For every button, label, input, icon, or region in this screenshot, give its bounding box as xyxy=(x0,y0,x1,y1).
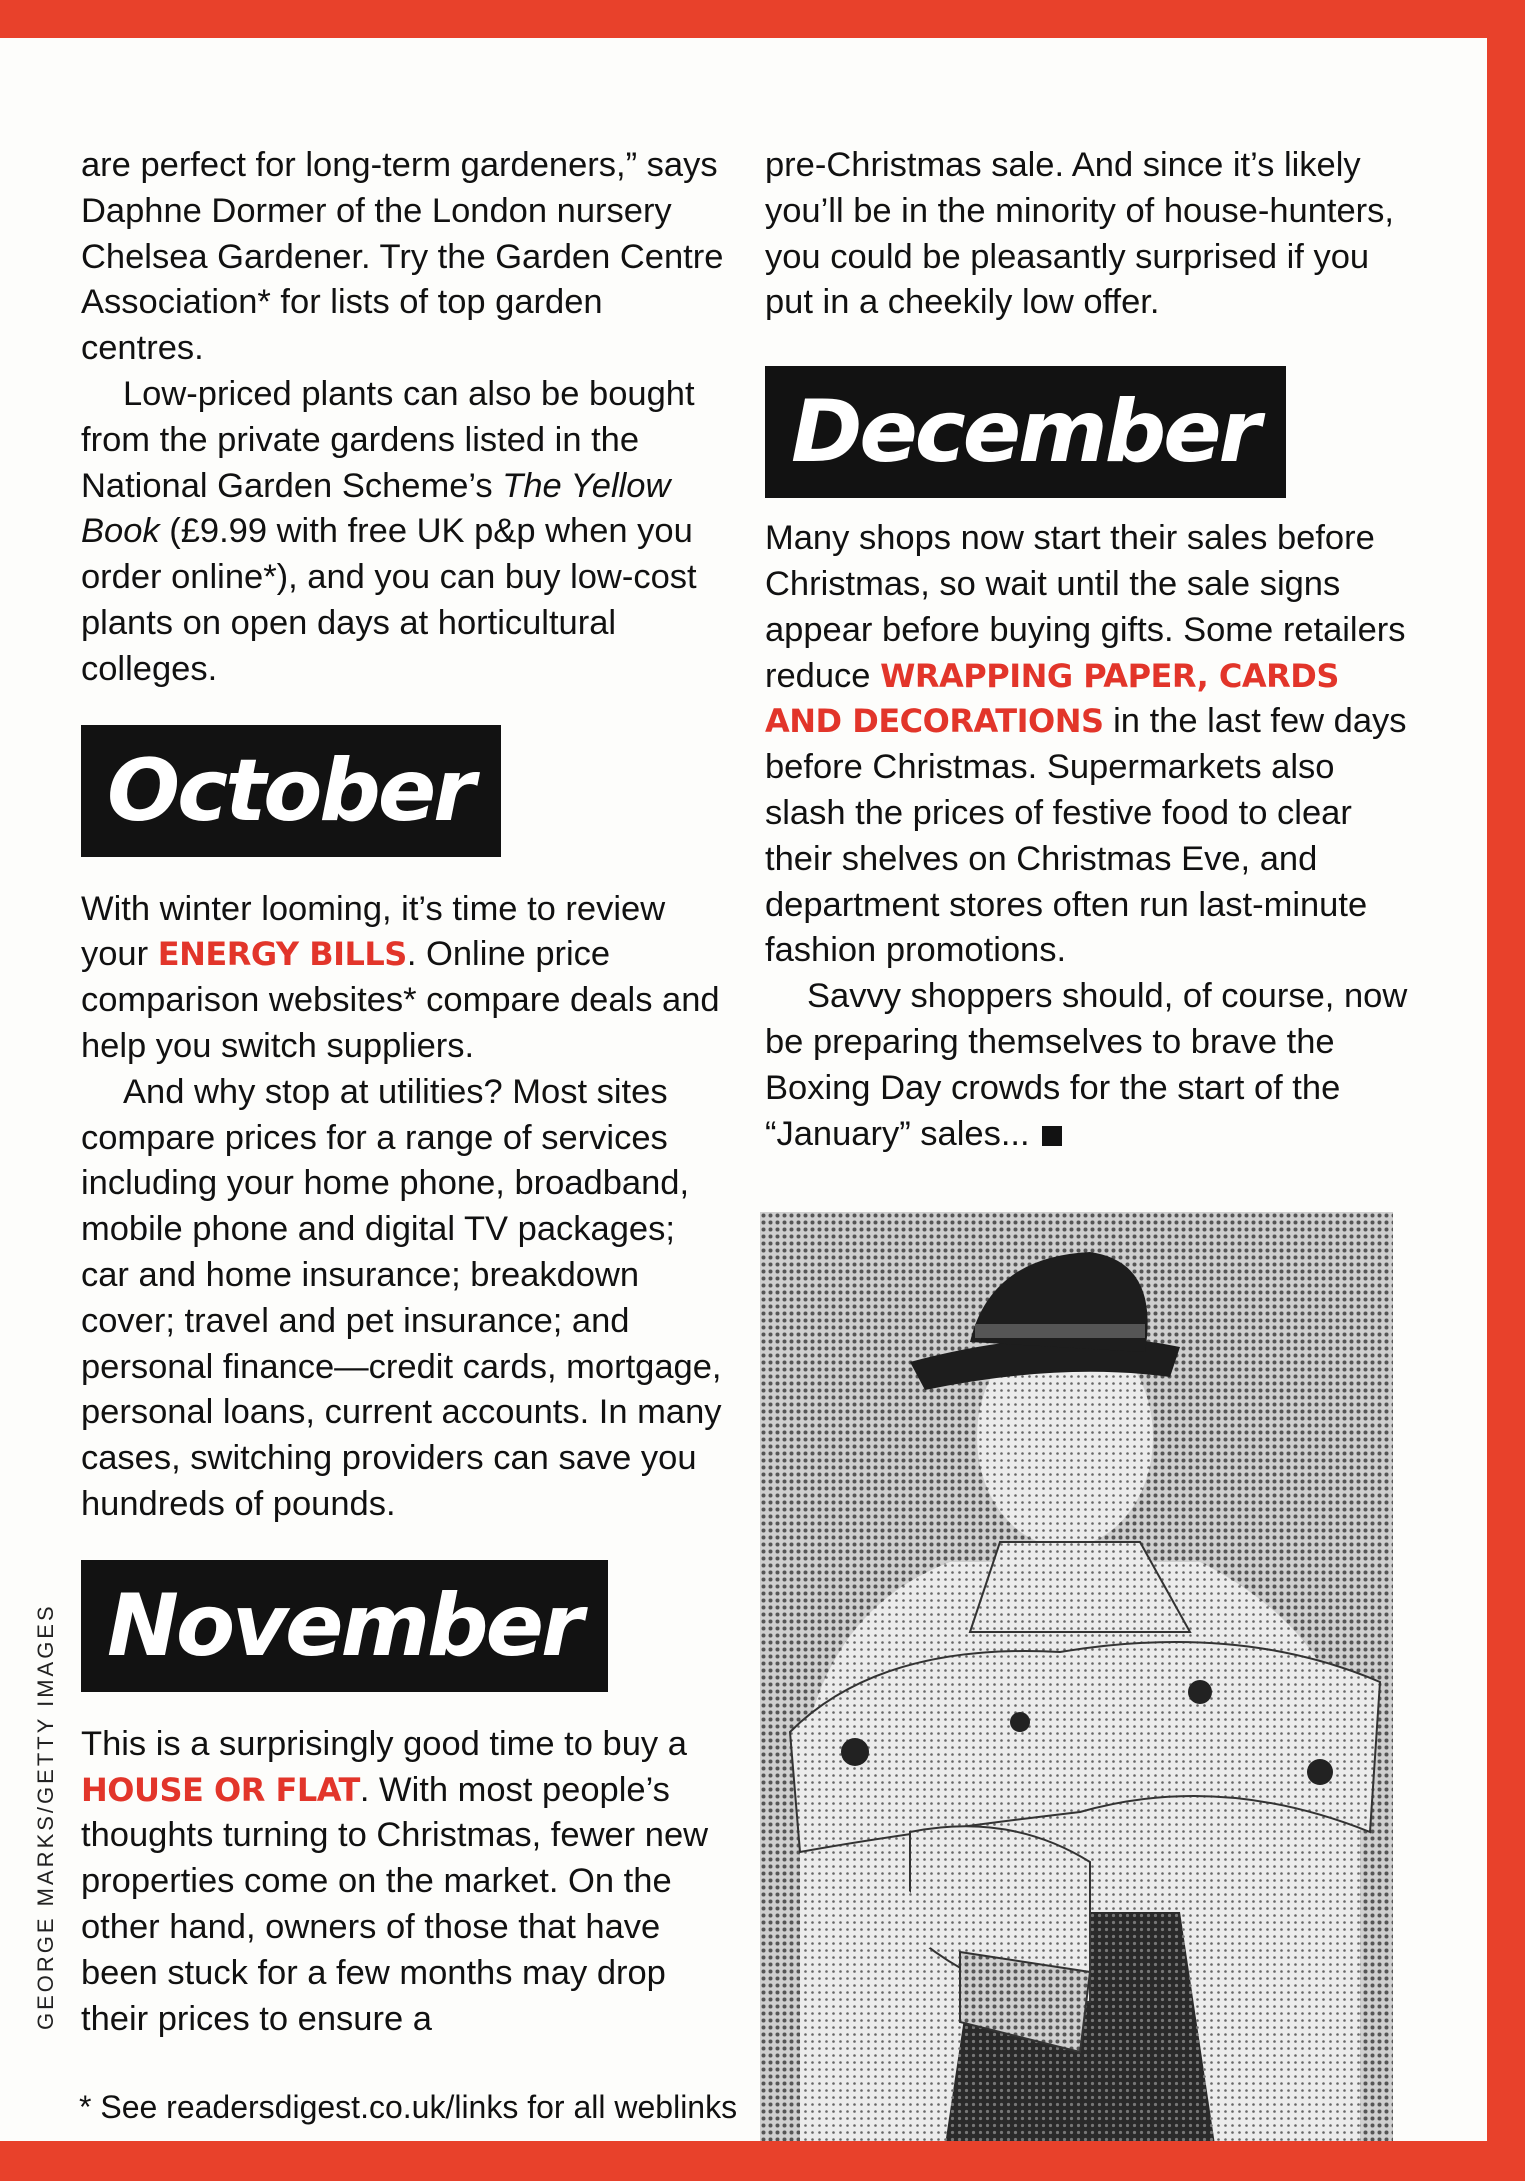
end-mark-icon xyxy=(1042,1126,1062,1146)
section-heading-november: November xyxy=(81,1560,608,1692)
photo-credit: GEORGE MARKS/GETTY IMAGES xyxy=(33,1603,58,2030)
footnote: * See readersdigest.co.uk/links for all weblinks xyxy=(79,2089,738,2125)
text-run: (£9.99 with free UK p&p when you order online*), and you can buy low-cost plants on open days at horticultural colleges. xyxy=(81,512,697,688)
book-title: The Yellow Book xyxy=(81,466,671,551)
text-run: With winter looming, it’s time to review your xyxy=(81,889,666,974)
shopper-photo xyxy=(760,1212,1393,2141)
highlight-house-or-flat: HOUSE OR FLAT xyxy=(81,1770,360,1809)
body-paragraph: are perfect for long-term gardeners,” says Daphne Dormer of the London nursery Chelsea Gardener. Try the Garden Centre Association* for lists of top garden centres. xyxy=(81,146,724,368)
body-paragraph xyxy=(81,1722,731,2043)
body-paragraph xyxy=(81,372,731,693)
body-paragraph xyxy=(765,974,1415,1157)
magazine-page xyxy=(0,38,1487,2141)
text-run: . With most people’s thoughts turning to Christmas, fewer new properties come on the market. On the other hand, owners of those that have been stuck for a few months may drop their prices to ensure a xyxy=(81,1770,709,2038)
right-column xyxy=(765,143,1415,1157)
body-paragraph: And why stop at utilities? Most sites compare prices for a range of services including your home phone, broadband, mobile phone and digital TV packages; car and home insurance; breakdown cover; travel and pet insurance; and personal finance—credit cards, mortgage, personal loans, current accounts. In many cases, switching providers can save you hundreds of pounds. xyxy=(81,1072,722,1523)
text-run: This is a surprisingly good time to buy a xyxy=(81,1724,687,1763)
body-paragraph: pre-Christmas sale. And since it’s likely you’ll be in the minority of house-hunters, you could be pleasantly surprised if you put in a cheekily low offer. xyxy=(765,146,1395,322)
halftone-illustration xyxy=(760,1212,1393,2141)
text-run: in the last few days before Christmas. Supermarkets also slash the prices of festive food to clear their shelves on Christmas Eve, and department stores often run last-minute fashion promotions. xyxy=(765,702,1407,970)
body-paragraph xyxy=(765,516,1415,974)
text-run: . Online price comparison websites* compare deals and help you switch suppliers. xyxy=(81,935,720,1065)
text-run: Savvy shoppers should, of course, now be preparing themselves to brave the Boxing Day crowds for the start of the “January” sales... xyxy=(765,977,1408,1153)
text-run: Many shops now start their sales before Christmas, so wait until the sale signs appear before buying gifts. Some retailers reduce xyxy=(765,519,1406,695)
highlight-energy-bills: ENERGY BILLS xyxy=(157,935,407,974)
left-column xyxy=(81,143,731,2042)
text-run: Low-priced plants can also be bought from the private gardens listed in the National Garden Scheme’s xyxy=(81,374,695,505)
section-heading-october: October xyxy=(81,725,501,857)
highlight-wrapping-paper: WRAPPING PAPER, CARDS AND DECORATIONS xyxy=(765,656,1339,741)
body-paragraph xyxy=(81,887,731,1070)
section-heading-december: December xyxy=(765,366,1286,498)
